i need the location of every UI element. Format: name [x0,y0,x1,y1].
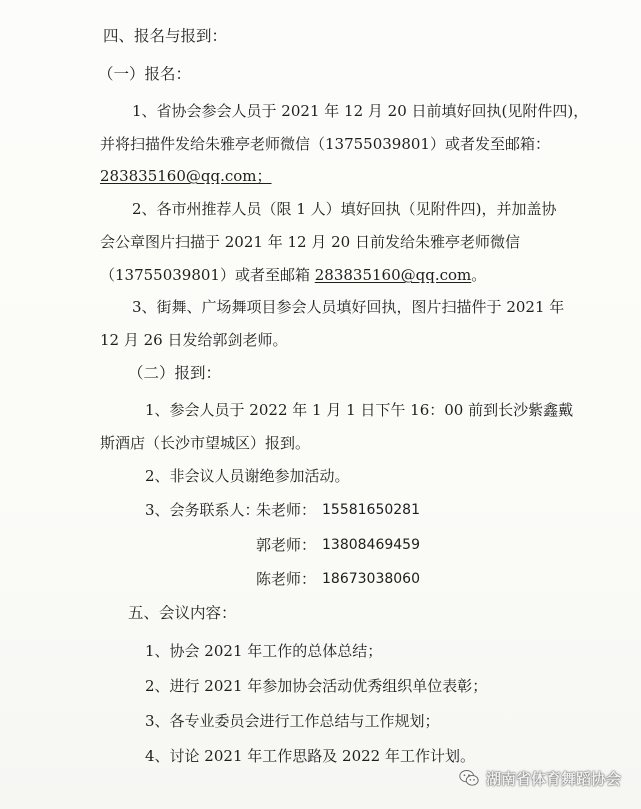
contact-label: 3、会务联系人： [145,501,260,519]
contact-name-1: 朱老师： [256,501,317,519]
sub1-item3-line1: 3、街舞、广场舞项目参会人员填好回执，图片扫描件于 2021 年 [132,298,565,316]
contact-phone-1: 15581650281 [322,502,420,518]
email-prefix: （13755039801）或者至邮箱 [100,266,315,284]
email-link[interactable]: 283835160@qq.com； [100,167,272,185]
contact-phone-2: 13808469459 [322,537,420,553]
sub1-item2-line2: 会公章图片扫描于 2021 年 12 月 20 日前发给朱雅亭老师微信 [100,233,520,251]
sub1-item3-line2: 12 月 26 日发给郭剑老师。 [100,331,288,349]
sub1-item1-line2: 并将扫描件发给朱雅亭老师微信（13755039801）或者发至邮箱： [100,135,550,153]
sub2-item2: 2、非会议人员谢绝参加活动。 [145,467,350,485]
section5-item-3: 3、各专业委员会进行工作总结与工作规划； [145,712,440,730]
section5-item-1: 1、协会 2021 年工作的总体总结； [145,642,383,660]
contact-name-3: 陈老师： [256,570,317,588]
sub1-heading: （一）报名： [98,65,192,83]
section5-heading: 五、会议内容： [128,604,237,622]
section5-item-4: 4、讨论 2021 年工作思路及 2022 年工作计划。 [145,747,475,765]
contact-phone-3: 18673038060 [322,571,420,587]
watermark-text: 湖南省体育舞蹈协会 [486,769,622,788]
email-suffix: 。 [471,266,487,284]
sub2-item1-line2: 斯酒店（长沙市望城区）报到。 [100,434,311,452]
sub1-item2-line3 [100,265,486,285]
email-link-2[interactable]: 283835160@qq.com [314,266,472,284]
sub2-heading: （二）报到： [128,364,222,382]
section5-item-2: 2、进行 2021 年参加协会活动优秀组织单位表彰； [145,677,488,695]
wechat-icon [458,767,480,789]
sub1-item1-line1: 1、省协会参会人员于 2021 年 12 月 20 日前填好回执(见附件四)， [132,102,589,120]
section4-heading: 四、报名与报到： [103,27,228,45]
contact-name-2: 郭老师： [256,536,317,554]
sub1-item2-line1: 2、各市州推荐人员（限 1 人）填好回执（见附件四)，并加盖协 [132,200,557,218]
sub2-item1-line1: 1、参会人员于 2022 年 1 月 1 日下午 16：00 前到长沙紫鑫戴 [145,401,574,419]
watermark [458,767,621,789]
